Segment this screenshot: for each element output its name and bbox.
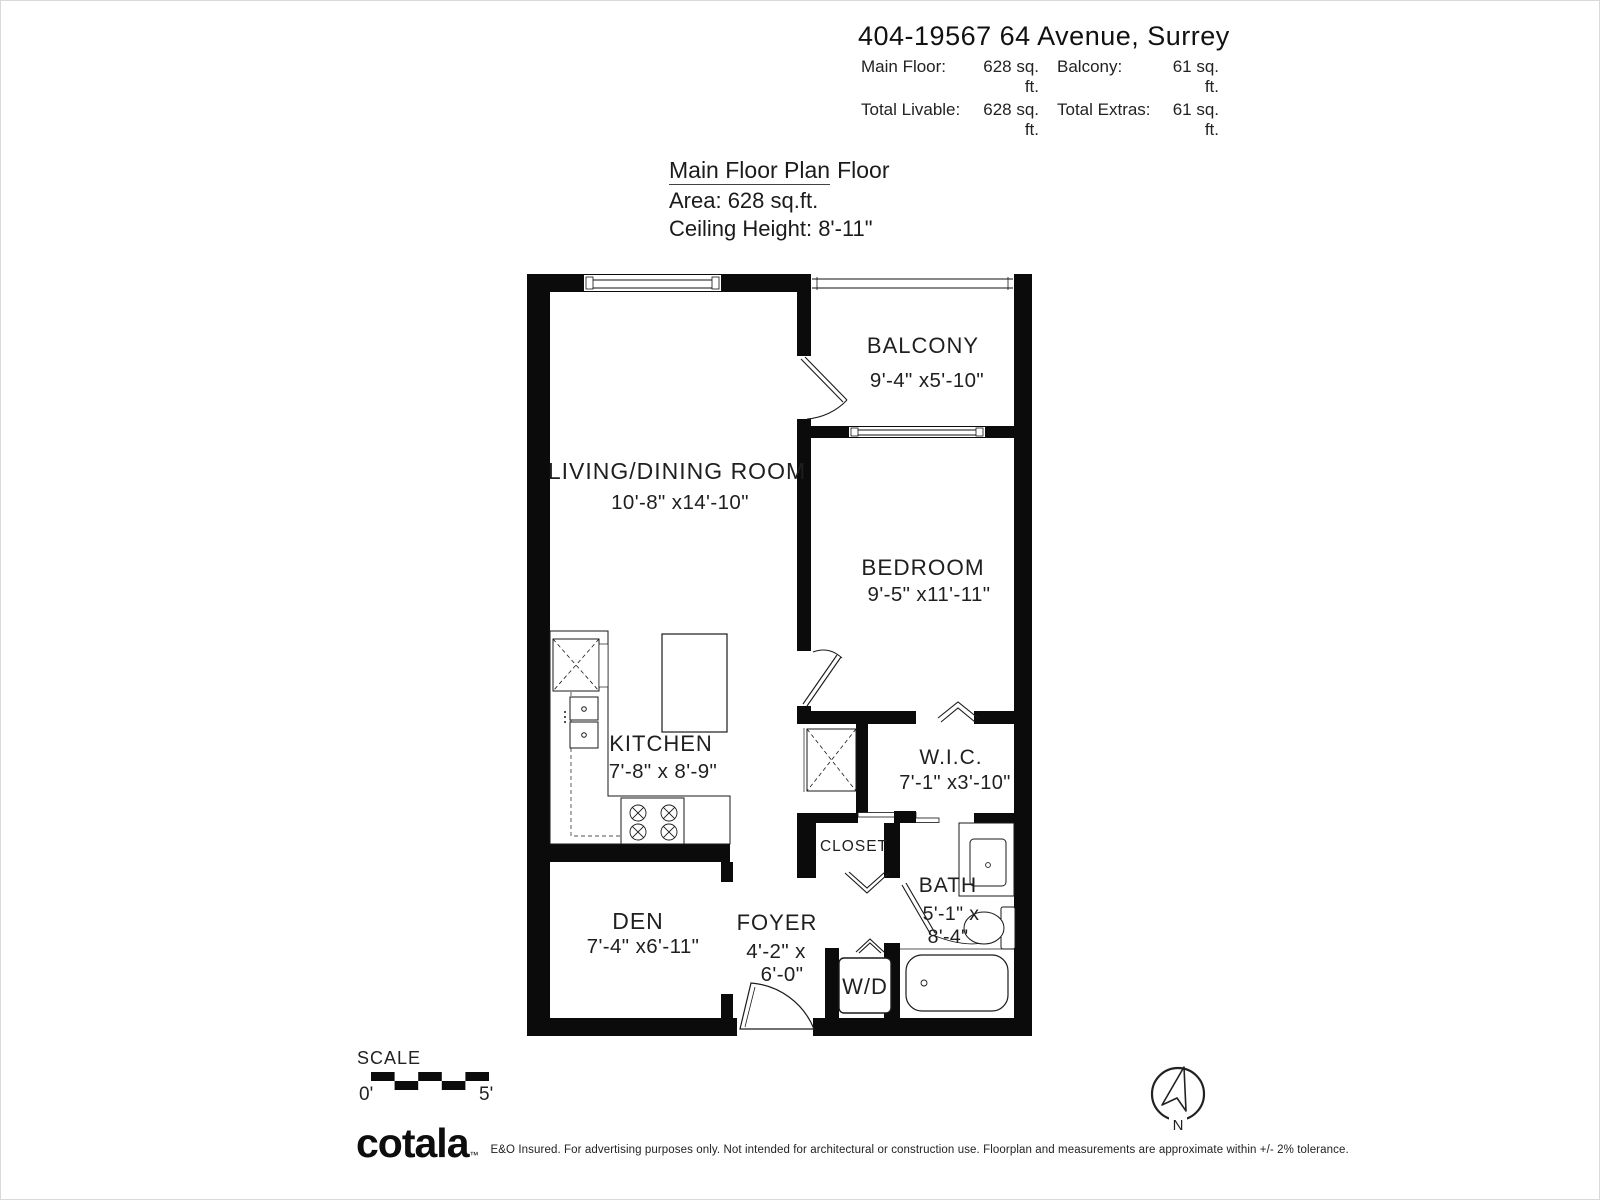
total-livable-label: Total Livable: (861, 100, 961, 119)
living-room-window (584, 275, 721, 291)
balcony-label: BALCONY (866, 333, 980, 358)
pantry-cabinet (804, 728, 856, 792)
disclaimer-text: E&O Insured. For advertising purposes only. Not intended for architectural or construction use. Floorplan and measurements are approximate within +/- 2% tolerance. (490, 1144, 1349, 1156)
wic-dims: 7'-1" x3'-10" (899, 772, 1011, 794)
main-floor-value: 628 sq. ft. (983, 57, 1039, 96)
bath-dims-1: 5'-1" x (922, 903, 980, 925)
north-compass-icon (1147, 1057, 1209, 1135)
kitchen-label: KITCHEN (609, 731, 713, 756)
scale-bar-icon (371, 1072, 489, 1090)
main-floor-label: Main Floor: (861, 57, 947, 76)
footer (356, 1120, 1349, 1166)
total-extras-label: Total Extras: (1057, 100, 1151, 119)
closet-label: CLOSET (819, 838, 889, 855)
plan-title-block (669, 156, 889, 243)
stove (621, 798, 684, 844)
fridge (553, 639, 608, 691)
balcony-dims: 9'-4" x5'-10" (869, 369, 985, 392)
plan-title-suffix: Floor (837, 157, 890, 183)
foyer-dims-1: 4'-2" x (746, 940, 806, 963)
living-room-label: LIVING/DINING ROOM (547, 458, 807, 484)
wic-sliding-door (858, 811, 939, 823)
bathtub (900, 949, 1014, 1011)
area-summary (861, 57, 1219, 140)
plan-area-line: Area: 628 sq.ft. (669, 188, 819, 213)
entry-door (740, 983, 814, 1029)
living-room-dims: 10'-8" x14'-10" (611, 491, 749, 514)
plan-ceiling-line: Ceiling Height: 8'-11" (669, 216, 873, 241)
brand-trademark: ™ (469, 1150, 479, 1160)
scale-end-label: 5' (479, 1084, 494, 1105)
bedroom-door (803, 650, 842, 706)
compass-north-label: N (1172, 1117, 1184, 1134)
bedroom-label: BEDROOM (861, 555, 985, 580)
wd-bifold-door (856, 939, 884, 953)
balcony-label: Balcony: (1057, 57, 1123, 76)
balcony-railing (811, 275, 1014, 291)
foyer-label: FOYER (736, 910, 818, 935)
bedroom-window (849, 427, 985, 437)
scale-label: SCALE (357, 1048, 422, 1068)
bath-dims-2: 8'-4" (927, 926, 969, 948)
den-dims: 7'-4" x6'-11" (586, 935, 700, 958)
total-extras-value: 61 sq. ft. (1172, 100, 1219, 139)
total-livable-value: 628 sq. ft. (983, 100, 1039, 139)
wic-bifold-door (938, 702, 978, 722)
kitchen-island (662, 634, 727, 732)
bath-label: BATH (918, 874, 978, 897)
balcony-door (801, 357, 847, 419)
listing-address-title: 404-19567 64 Avenue, Surrey (858, 21, 1230, 51)
wic-label: W.I.C. (919, 746, 983, 769)
closet-bifold-door (845, 872, 889, 893)
balcony-value: 61 sq. ft. (1172, 57, 1219, 96)
foyer-dims-2: 6'-0" (760, 963, 804, 986)
bedroom-dims: 9'-5" x11'-11" (867, 583, 991, 606)
wd-label: W/D (842, 974, 888, 999)
den-label: DEN (612, 908, 664, 934)
kitchen-dims: 7'-8" x 8'-9" (608, 760, 718, 783)
scale-start-label: 0' (359, 1084, 374, 1105)
brand-logo: cotala (356, 1120, 469, 1166)
plan-title-underlined: Main Floor Plan (669, 157, 831, 183)
floorplan-drawing (516, 271, 1033, 1037)
